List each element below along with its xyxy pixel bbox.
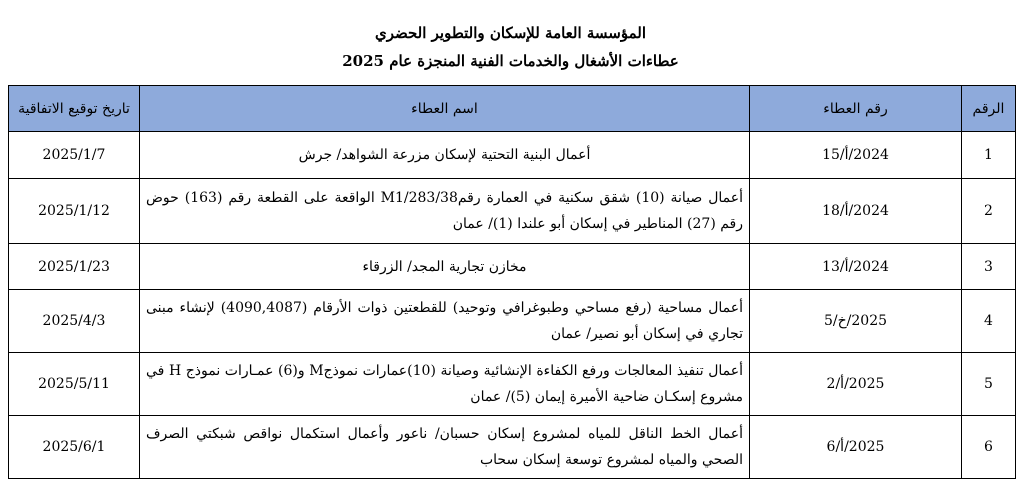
header-ref: رقم العطاء	[750, 86, 962, 132]
cell-no: 2	[962, 179, 1016, 244]
cell-ref: 2024/أ/18	[750, 179, 962, 244]
table-header-row	[9, 86, 1016, 132]
cell-name: أعمال مساحية (رفع مساحي وطبوغرافي وتوحيد) للقطعتين ذوات الأرقام (4090,4087) لإنشاء مبنى تجاري في إسكان أبو نصير/ عمان	[140, 290, 750, 353]
cell-ref: 2025/أ/6	[750, 416, 962, 479]
table-row	[9, 290, 1016, 353]
cell-name: أعمال تنفيذ المعالجات ورفع الكفاءة الإنشائية وصيانة (10)عمارات نموذجM و(6) عمـارات نموذج H في مشروع إسكـان ضاحية الأميرة إيمان (5)/ عمان	[140, 353, 750, 416]
cell-no: 3	[962, 244, 1016, 290]
cell-no: 4	[962, 290, 1016, 353]
cell-ref: 2025/أ/2	[750, 353, 962, 416]
cell-ref: 2025/خ/5	[750, 290, 962, 353]
report-subtitle: عطاءات الأشغال والخدمات الفنية المنجزة عام 2025	[342, 52, 679, 70]
cell-name: أعمال صيانة (10) شقق سكنية في العمارة رقمM1/283/38 الواقعة على القطعة رقم (163) حوض رقم (27) المناطير في إسكان أبو علندا (1)/ عمان	[140, 179, 750, 244]
cell-ref: 2024/أ/15	[750, 132, 962, 179]
cell-name: مخازن تجارية المجد/ الزرقاء	[140, 244, 750, 290]
header-name: اسم العطاء	[140, 86, 750, 132]
table-row	[9, 179, 1016, 244]
cell-name: أعمال الخط الناقل للمياه لمشروع إسكان حسبان/ ناعور وأعمال استكمال نواقص شبكتي الصرف الصحي والمياه لمشروع توسعة إسكان سحاب	[140, 416, 750, 479]
cell-name: أعمال البنية التحتية لإسكان مزرعة الشواهد/ جرش	[140, 132, 750, 179]
header-no: الرقم	[962, 86, 1016, 132]
cell-date: 2025/6/1	[9, 416, 140, 479]
header-date: تاريخ توقيع الاتفاقية	[9, 86, 140, 132]
cell-ref: 2024/أ/13	[750, 244, 962, 290]
cell-date: 2025/5/11	[9, 353, 140, 416]
tenders-table	[8, 85, 1016, 479]
cell-date: 2025/1/23	[9, 244, 140, 290]
table-row	[9, 416, 1016, 479]
cell-date: 2025/4/3	[9, 290, 140, 353]
organization-title: المؤسسة العامة للإسكان والتطوير الحضري	[374, 24, 647, 42]
cell-date: 2025/1/7	[9, 132, 140, 179]
cell-no: 5	[962, 353, 1016, 416]
cell-no: 6	[962, 416, 1016, 479]
table-row	[9, 132, 1016, 179]
cell-date: 2025/1/12	[9, 179, 140, 244]
table-row	[9, 244, 1016, 290]
cell-no: 1	[962, 132, 1016, 179]
table-row	[9, 353, 1016, 416]
